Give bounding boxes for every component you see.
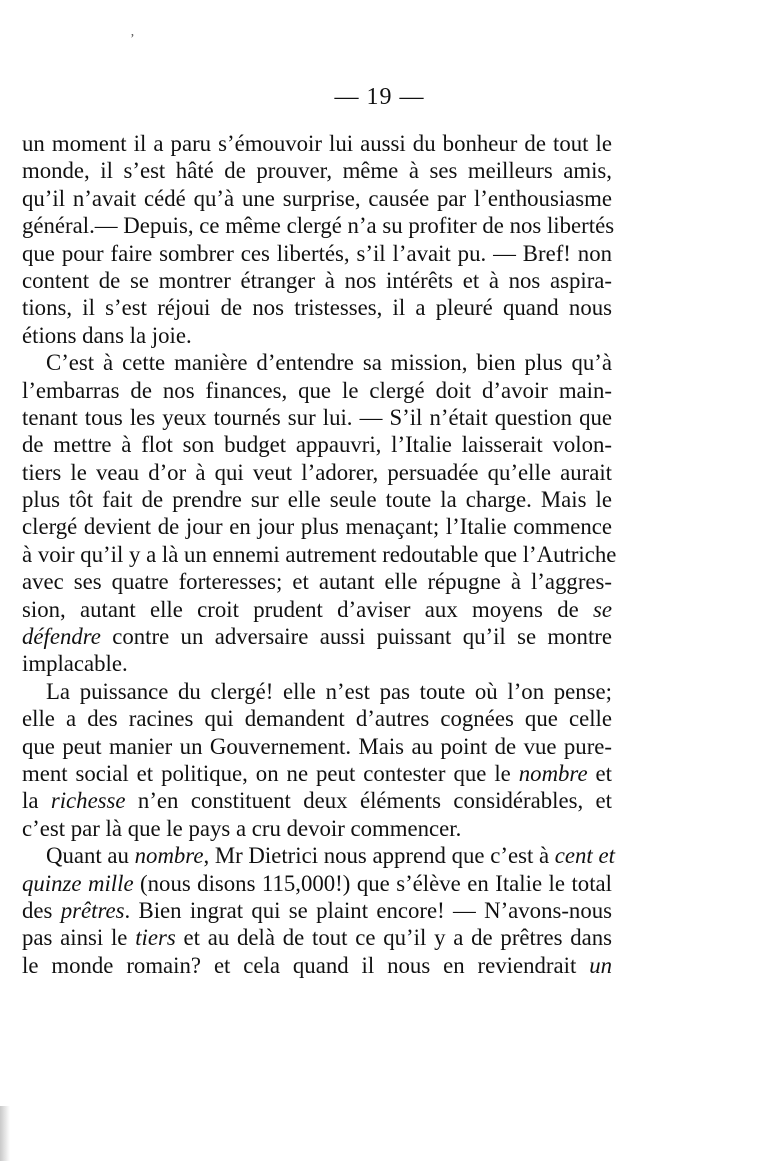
text-segment: clergé devient de jour en jour plus menaçant; l’Italie commence (22, 514, 612, 540)
italic-text: un (589, 952, 612, 978)
text-line (22, 705, 612, 732)
text-line (22, 568, 612, 595)
text-segment: de mettre à flot son budget appauvri, l’Italie laisserait volon- (22, 432, 612, 458)
text-line (22, 842, 615, 869)
text-line (22, 185, 612, 212)
text-segment: C’est à cette manière d’entendre sa mission, bien plus qu’à (46, 350, 612, 376)
text-line (22, 486, 612, 513)
text-segment: général.— Depuis, ce même clergé n’a su profiter de nos libertés (22, 213, 615, 239)
text-segment: Quant au (46, 843, 135, 869)
text-segment: le monde romain? et cela quand il nous en reviendrait (22, 952, 590, 978)
text-line (22, 541, 617, 568)
text-line (22, 596, 612, 623)
text-line (22, 623, 612, 650)
text-line (22, 157, 612, 184)
text-line (22, 897, 612, 924)
text-segment: un moment il a paru s’émouvoir lui aussi du bonheur de tout le (22, 131, 612, 156)
text-segment: étions dans la joie. (22, 322, 192, 348)
text-line (22, 322, 612, 349)
text-segment: . Bien ingrat qui se plaint encore! — N’avons-nous (124, 897, 613, 923)
text-segment: tenant tous les yeux tournés sur lui. — S’il n’était question que (22, 404, 612, 430)
italic-text: défendre (22, 624, 101, 650)
text-line (22, 130, 612, 157)
text-segment: c’est par là que le pays a cru devoir commencer. (22, 815, 462, 841)
page-edge-shadow (0, 1106, 10, 1161)
body-text (22, 130, 617, 979)
text-line (22, 870, 612, 897)
text-line (22, 815, 612, 842)
text-segment: tions, il s’est réjoui de nos tristesses, il a pleuré quand nous (22, 295, 612, 321)
text-line (22, 212, 615, 239)
italic-text: prêtres (60, 897, 125, 923)
text-segment: ment social et politique, on ne peut contester que le (22, 760, 519, 786)
text-segment: content de se montrer étranger à nos intérêts et à nos aspira- (22, 267, 612, 293)
text-line (22, 650, 612, 677)
text-line (22, 431, 612, 458)
text-line (22, 459, 612, 486)
italic-text: cent et (554, 843, 615, 869)
text-line (22, 733, 612, 760)
text-segment: et (587, 760, 612, 786)
margin-mark: ʼ (130, 32, 135, 47)
text-line (22, 267, 612, 294)
text-segment: tiers le veau d’or à qui veut l’adorer, persuadée qu’elle aurait (22, 459, 612, 485)
text-segment: sion, autant elle croit prudent d’aviser aux moyens de (22, 596, 593, 622)
text-segment: n’en constituent deux éléments considérables, et (125, 788, 612, 814)
text-segment: avec ses quatre forteresses; et autant elle répugne à l’aggres- (22, 569, 612, 595)
text-line (22, 952, 612, 979)
text-segment: La puissance du clergé! elle n’est pas toute où l’on pense; (46, 678, 612, 704)
text-segment: et au delà de tout ce qu’il y a de prêtres dans (175, 925, 612, 951)
text-line (22, 404, 612, 431)
page-number: — 19 — (334, 84, 425, 110)
text-line (22, 513, 612, 540)
text-line (22, 294, 612, 321)
text-line (22, 678, 612, 705)
text-segment: implacable. (22, 651, 128, 677)
text-segment: l’embarras de nos finances, que le clergé doit d’avoir main- (22, 377, 612, 403)
italic-text: se (593, 596, 612, 622)
italic-text: richesse (50, 788, 126, 814)
text-segment: , Mr Dietrici nous apprend que c’est à (203, 843, 555, 869)
text-segment: contre un adversaire aussi puissant qu’il se montre (100, 624, 612, 650)
text-segment: que pour faire sombrer ces libertés, s’il l’avait pu. — Bref! non (22, 240, 612, 266)
text-segment: la (22, 788, 51, 814)
text-line (22, 760, 612, 787)
text-segment: (nous disons 115,000!) que s’élève en Italie le total (133, 870, 612, 896)
text-segment: des (22, 897, 61, 923)
text-line (22, 240, 612, 267)
text-line (22, 377, 612, 404)
text-segment: plus tôt fait de prendre sur elle seule toute la charge. Mais le (22, 487, 612, 513)
italic-text: tiers (135, 925, 176, 951)
text-segment: à voir qu’il y a là un ennemi autrement redoutable que l’Autriche (22, 541, 617, 567)
italic-text: quinze mille (22, 870, 134, 896)
text-segment: elle a des racines qui demandent d’autres cognées que celle (22, 706, 612, 732)
text-segment: pas ainsi le (22, 925, 136, 951)
text-segment: qu’il n’avait cédé qu’à une surprise, causée par l’enthousiasme (22, 185, 612, 211)
text-segment: que peut manier un Gouvernement. Mais au point de vue pure- (22, 733, 612, 759)
italic-text: nombre (134, 843, 204, 869)
text-line (22, 787, 612, 814)
text-line (22, 924, 612, 951)
text-segment: monde, il s’est hâté de prouver, même à ses meilleurs amis, (22, 158, 612, 184)
italic-text: nombre (518, 760, 588, 786)
text-line (22, 349, 612, 376)
